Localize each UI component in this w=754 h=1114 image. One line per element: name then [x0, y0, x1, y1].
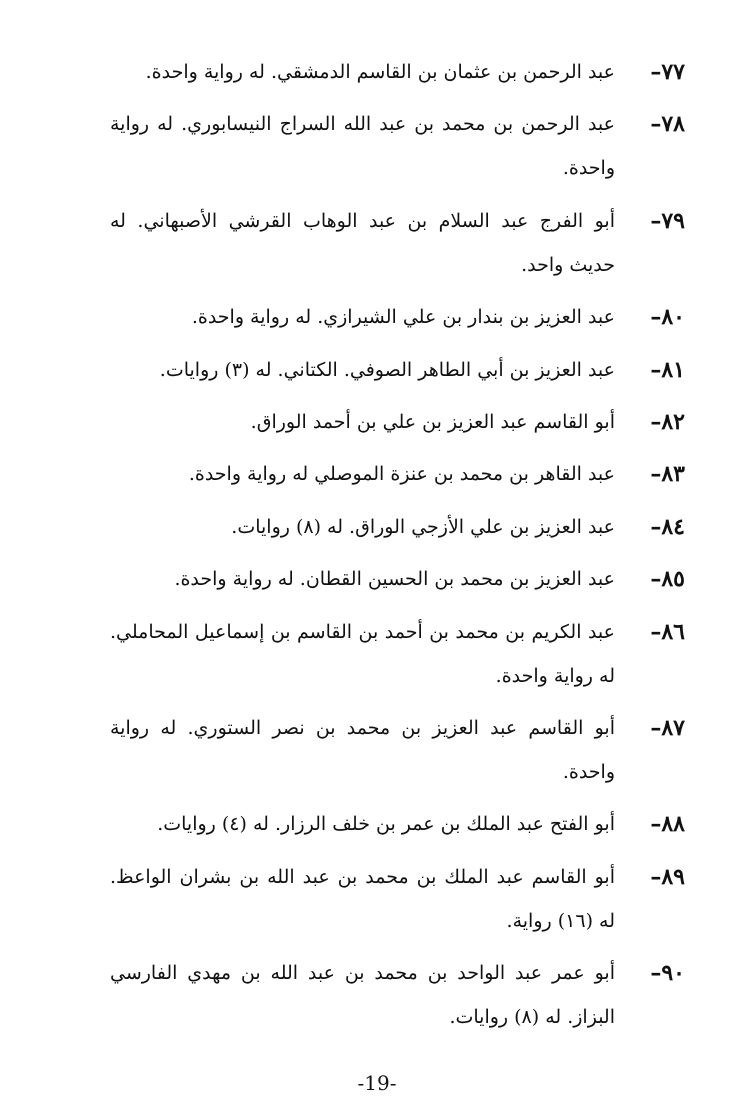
entry-number: ٨٠–: [650, 304, 685, 331]
entry-text: أبو الفتح عبد الملك بن عمر بن خلف الرزار. له (٤) روايات.: [157, 813, 615, 836]
list-item: [110, 348, 685, 392]
list-item: [110, 102, 685, 190]
entry-text: أبو القاسم عبد العزيز بن محمد بن نصر الستوري. له رواية واحدة.: [110, 716, 615, 783]
entry-list: [110, 50, 685, 1047]
entry-text: أبو الفرج عبد السلام بن عبد الوهاب القرشي الأصبهاني. له حديث واحد.: [110, 209, 615, 276]
entry-text: عبد القاهر بن محمد بن عنزة الموصلي له رواية واحدة.: [188, 463, 615, 486]
entry-text: عبد الرحمن بن محمد بن عبد الله السراج النيسابوري. له رواية واحدة.: [110, 113, 615, 180]
entry-text: أبو القاسم عبد العزيز بن علي بن أحمد الوراق.: [250, 410, 615, 433]
list-item: [110, 855, 685, 943]
entry-text: أبو القاسم عبد الملك بن محمد بن عبد الله بن بشران الواعظ. له (١٦) رواية.: [110, 865, 615, 932]
list-item: [110, 610, 685, 698]
entry-text: عبد العزيز بن بندار بن علي الشيرازي. له رواية واحدة.: [191, 306, 615, 329]
entry-number: ٨٥–: [650, 566, 685, 593]
entry-number: ٨٣–: [650, 461, 685, 488]
list-item: [110, 400, 685, 444]
entry-text: عبد الرحمن بن عثمان بن القاسم الدمشقي. له رواية واحدة.: [145, 61, 615, 83]
entry-number: ٨٩–: [650, 863, 685, 890]
entry-number: ٨٧–: [650, 714, 685, 741]
entry-number: ٨٨–: [650, 811, 685, 838]
entry-text: عبد الكريم بن محمد بن أحمد بن القاسم بن إسماعيل المحاملي. له رواية واحدة.: [110, 620, 615, 687]
page-number: -19-: [357, 1071, 397, 1095]
entry-number: ٧٩–: [650, 207, 685, 234]
list-item: [110, 557, 685, 601]
entry-number: ٨٤–: [650, 513, 685, 540]
entry-text: أبو عمر عبد الواحد بن محمد بن عبد الله بن مهدي الفارسي البزاز. له (٨) روايات.: [110, 962, 615, 1029]
entry-number: ٨٢–: [650, 408, 685, 435]
entry-text: عبد العزيز بن علي الأزجي الوراق. له (٨) روايات.: [231, 515, 615, 538]
list-item: [110, 802, 685, 846]
entry-text: عبد العزيز بن أبي الطاهر الصوفي. الكتاني. له (٣) روايات.: [159, 358, 615, 381]
entry-number: ٨٦–: [650, 618, 685, 645]
list-item: [110, 452, 685, 496]
entry-number: ٩٠–: [650, 960, 685, 987]
list-item: [110, 199, 685, 287]
entry-number: ٧٨–: [650, 111, 685, 138]
list-item: [110, 50, 685, 94]
entry-number: ٨١–: [650, 356, 685, 383]
list-item: [110, 706, 685, 794]
list-item: [110, 951, 685, 1039]
list-item: [110, 505, 685, 549]
entry-number: ٧٧–: [650, 59, 685, 85]
entry-text: عبد العزيز بن محمد بن الحسين القطان. له رواية واحدة.: [174, 568, 615, 591]
list-item: [110, 295, 685, 339]
